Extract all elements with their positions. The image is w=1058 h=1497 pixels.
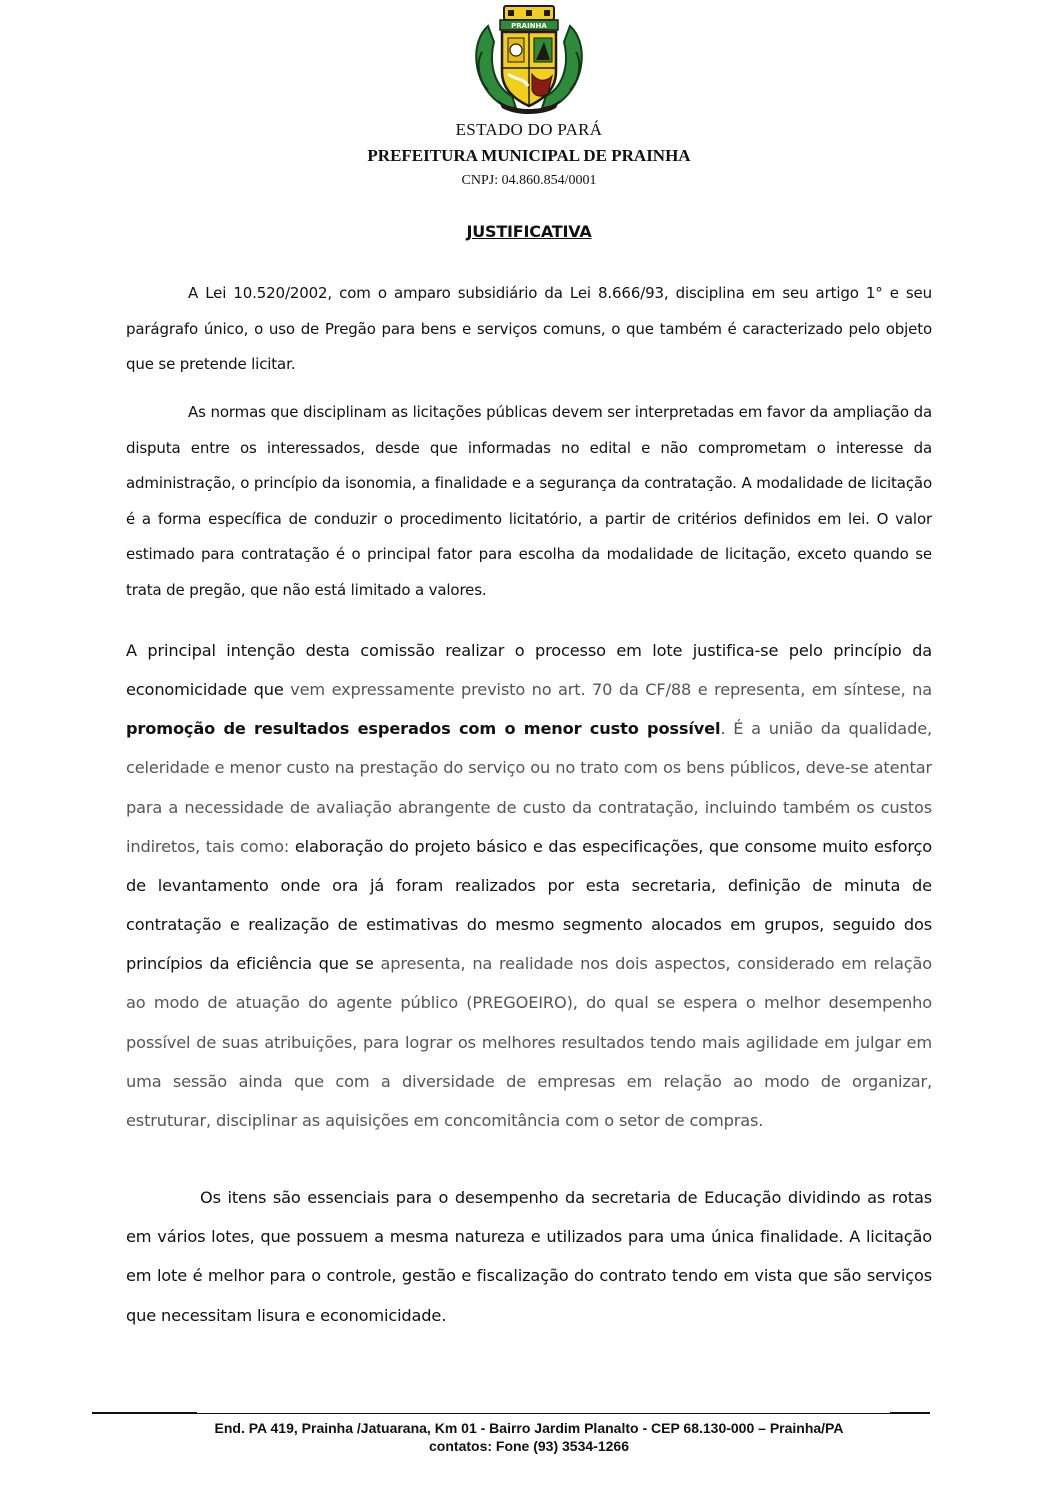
- header-state: ESTADO DO PARÁ: [455, 120, 603, 139]
- crest-ribbon-text: PRAINHA: [511, 22, 547, 30]
- paragraph-3-part-6: apresenta, na realidade nos dois aspectos, considerado em relação ao modo de atuação do agente público (PREGOEIRO), do qual se espera o melhor desempenho possível de suas atribuições, para lograr os melhores resultados tendo mais agilidade em julgar em uma sessão ainda que com a diversidade de empresas em relação ao modo de organizar, estruturar, disciplinar as aquisições em concomitância com o setor de compras.: [126, 954, 933, 1130]
- header-cnpj: CNPJ: 04.860.854/0001: [461, 173, 597, 188]
- header-municipality: PREFEITURA MUNICIPAL DE PRAINHA: [367, 146, 691, 165]
- paragraph-3: [126, 631, 932, 1140]
- footer-divider-middle: [197, 1413, 890, 1414]
- paragraph-4: Os itens são essenciais para o desempenho da secretaria de Educação dividindo as rotas em vários lotes, que possuem a mesma natureza e utilizados para uma única finalidade. A licitação em lote é melhor para o controle, gestão e fiscalização do contrato tendo em vista que são serviços que necessitam lisura e economicidade.: [126, 1188, 932, 1325]
- paragraph-3-part-1: A principal intenção desta comissão realizar o processo em lote justifica-se pelo princípio da economicidade que: [126, 641, 932, 700]
- document-title: JUSTIFICATIVA: [466, 222, 592, 241]
- paragraph-3-emphasis: promoção de resultados esperados com o menor custo possível: [126, 719, 721, 739]
- paragraph-3-part-4: . É a união da qualidade, celeridade e menor custo na prestação do serviço ou no trato com os bens públicos, deve-se atentar para a necessidade de avaliação abrangente de custo da contratação, incluindo também os custos indiretos, tais como:: [126, 719, 932, 856]
- paragraph-1: A Lei 10.520/2002, com o amparo subsidiário da Lei 8.666/93, disciplina em seu artigo 1° e seu parágrafo único, o uso de Pregão para bens e serviços comuns, o que também é caracterizado pelo objeto que se pretende licitar.: [126, 284, 932, 373]
- footer-divider-right: [890, 1412, 930, 1414]
- footer-divider-left: [92, 1412, 197, 1414]
- paragraph-3-part-5: elaboração do projeto básico e das especificações, que consome muito esforço de levantamento onde ora já foram realizados por esta secretaria, definição de minuta de contratação e realização de estimativas do mesmo segmento alocados em grupos, seguido dos princípios da eficiência que se: [126, 836, 933, 974]
- footer-contacts: contatos: Fone (93) 3534-1266: [429, 1438, 629, 1454]
- paragraph-2: As normas que disciplinam as licitações públicas devem ser interpretadas em favor da ampliação da disputa entre os interessados, desde que informadas no edital e não comprometam o interesse da administração, o princípio da isonomia, a finalidade e a segurança da contratação. A modalidade de licitação é a forma específica de conduzir o procedimento licitatório, a partir de critérios definidos em lei. O valor estimado para contratação é o principal fator para escolha da modalidade de licitação, exceto quando se trata de pregão, que não está limitado a valores.: [126, 403, 932, 599]
- paragraph-3-part-2: vem expressamente previsto no art. 70 da CF/88 e representa, em síntese, na: [283, 680, 932, 700]
- footer-address: End. PA 419, Prainha /Jatuarana, Km 01 - Bairro Jardim Planalto - CEP 68.130-000 – Prainha/PA: [214, 1420, 844, 1436]
- municipal-coat-of-arms-icon: [468, 2, 590, 114]
